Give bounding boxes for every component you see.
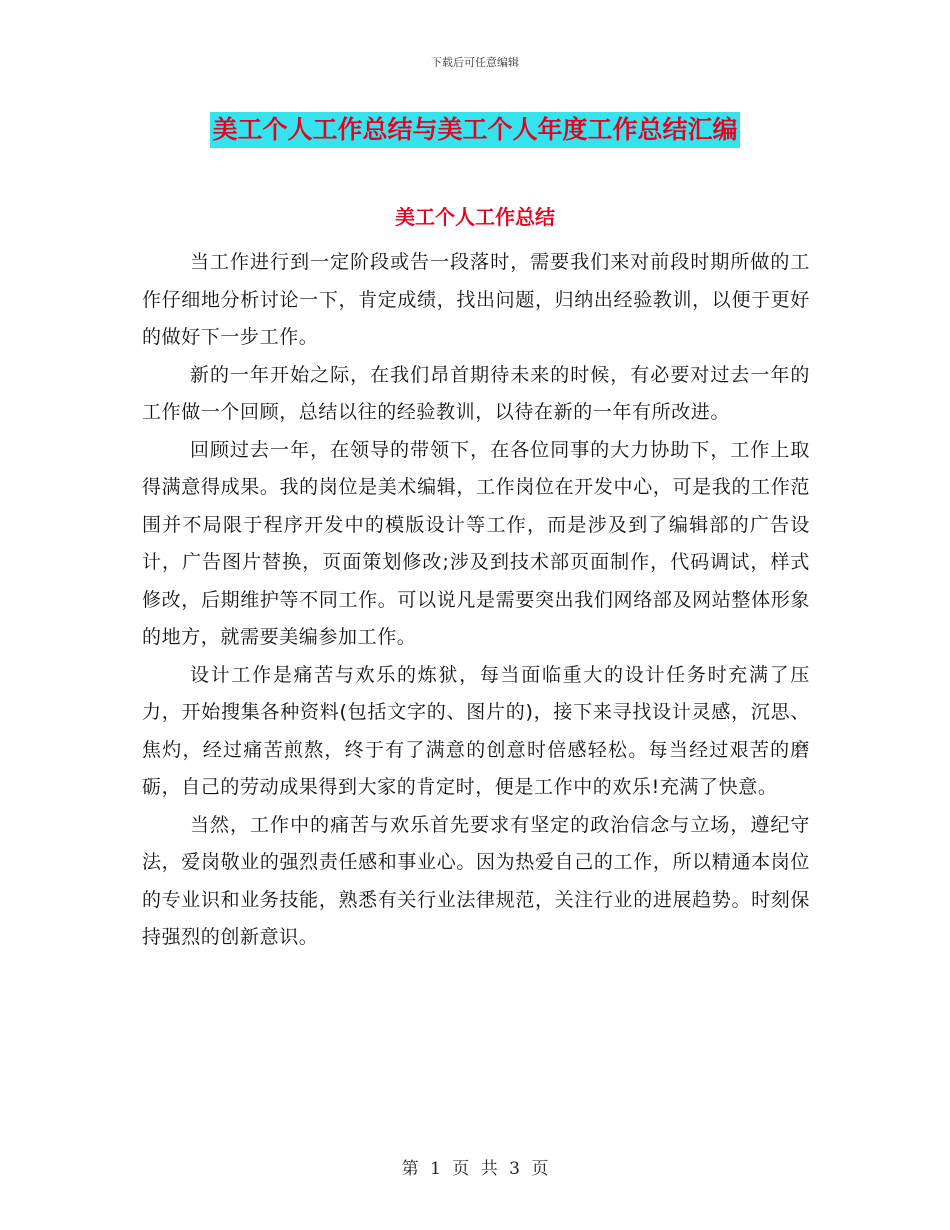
body-paragraph-4: 设计工作是痛苦与欢乐的炼狱，每当面临重大的设计任务时充满了压力，开始搜集各种资料(包括文字的、图片的)，接下来寻找设计灵感，沉思、焦灼，经过痛苦煎熬，终于有了满意的创意时倍感轻松。每当经过艰苦的磨砺，自己的劳动成果得到大家的肯定时，便是工作中的欢乐!充满了快意。 [142,663,810,798]
section-title: 美工个人工作总结 [395,205,555,229]
page-number-footer: 第 1 页 共 3 页 [401,1159,549,1179]
document-title-container [0,112,950,148]
document-body [142,244,810,957]
body-paragraph-3: 回顾过去一年，在领导的带领下，在各位同事的大力协助下，工作上取得满意得成果。我的岗位是美术编辑，工作岗位在开发中心，可是我的工作范围并不局限于程序开发中的模版设计等工作，而是涉及到了编辑部的广告设计，广告图片替换，页面策划修改;涉及到技术部页面制作，代码调试，样式修改，后期维护等不同工作。可以说凡是需要突出我们网络部及网站整体形象的地方，就需要美编参加工作。 [142,438,810,648]
body-paragraph-5: 当然，工作中的痛苦与欢乐首先要求有坚定的政治信念与立场，遵纪守法，爱岗敬业的强烈责任感和事业心。因为热爱自己的工作，所以精通本岗位的专业识和业务技能，熟悉有关行业法律规范，关注行业的进展趋势。时刻保持强烈的创新意识。 [142,813,810,948]
body-paragraph-2: 新的一年开始之际，在我们昂首期待未来的时候，有必要对过去一年的工作做一个回顾，总结以往的经验教训，以待在新的一年有所改进。 [142,363,810,423]
body-paragraph-1: 当工作进行到一定阶段或告一段落时，需要我们来对前段时期所做的工作仔细地分析讨论一下，肯定成绩，找出问题，归纳出经验教训，以便于更好的做好下一步工作。 [142,251,810,348]
page-header-note: 下载后可任意编辑 [431,56,519,69]
document-title: 美工个人工作总结与美工个人年度工作总结汇编 [210,112,739,148]
